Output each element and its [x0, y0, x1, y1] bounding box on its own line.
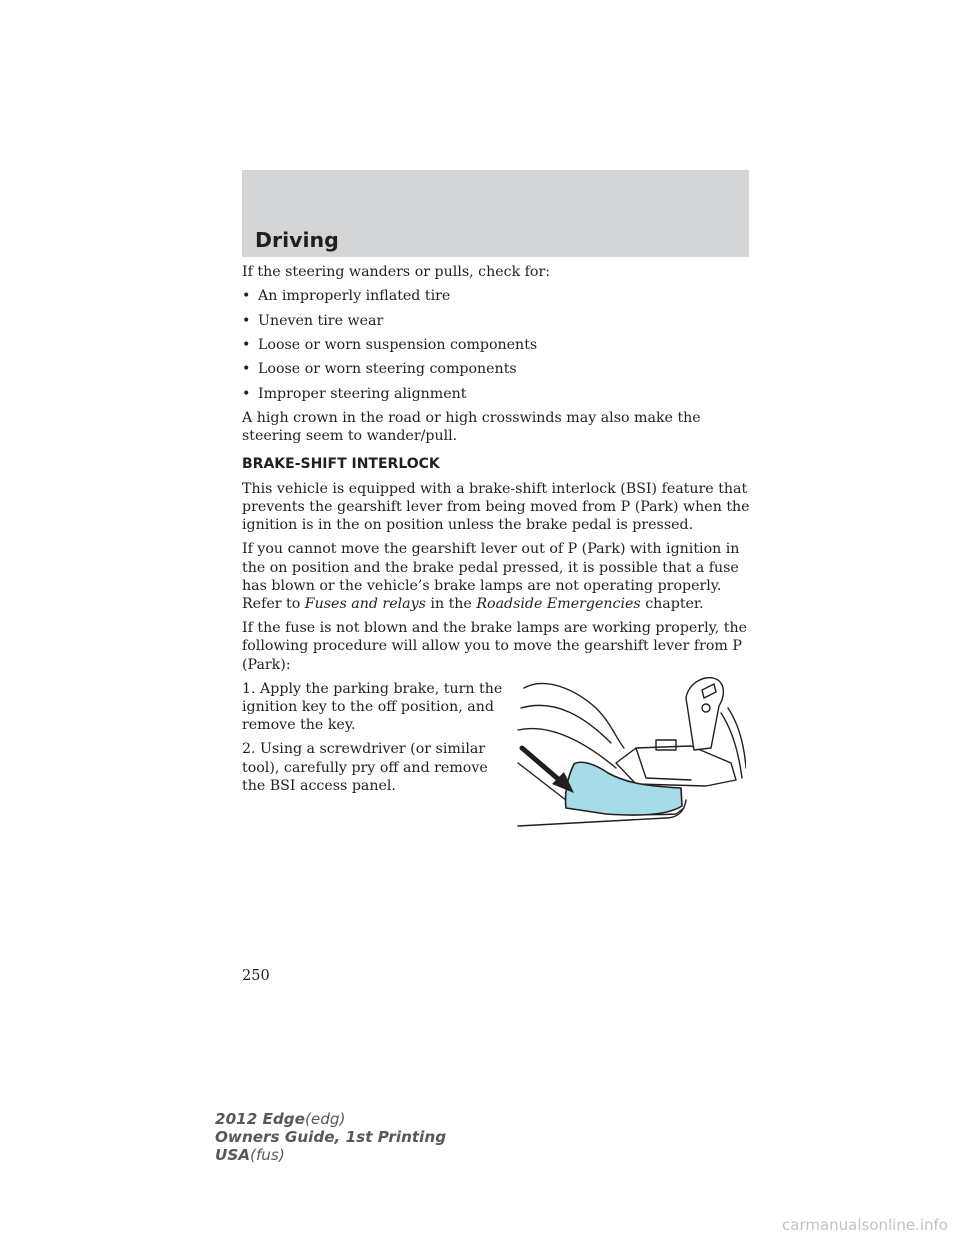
section-header-band — [242, 170, 749, 257]
bsi-fuse-paragraph: If you cannot move the gearshift lever out of P (Park) with ignition in the on position and the brake pedal pressed, it is possible that a fuse has blown or the vehicle’s brake lamps are not operating properly. Refer to Fuses and relays in the Roadside Emergencies chapter. — [242, 541, 740, 612]
steering-checklist — [242, 287, 752, 403]
bullet-icon: • — [242, 385, 251, 402]
list-item: • Improper steering alignment — [242, 385, 467, 402]
list-item: • An improperly inflated tire — [242, 288, 451, 305]
bullet-icon: • — [242, 312, 251, 329]
procedure-intro: If the fuse is not blown and the brake lamps are working properly, the following procedure will allow you to move the gearshift lever from P (Park): — [242, 620, 747, 673]
document-footer: 2012 Edge(edg) Owners Guide, 1st Printing USA(fus) — [215, 1110, 447, 1164]
crown-note: A high crown in the road or high crosswinds may also make the steering seem to wander/pull. — [242, 410, 701, 445]
watermark: carmanualsonline.info — [782, 1216, 948, 1234]
bullet-icon: • — [242, 288, 251, 305]
bullet-icon: • — [242, 336, 251, 353]
section-title: Driving — [255, 228, 339, 252]
step-1: 1. Apply the parking brake, turn the ignition key to the off position, and remove the key. — [242, 680, 503, 734]
step-2: 2. Using a screwdriver (or similar tool), carefully pry off and remove the BSI access panel. — [242, 741, 488, 794]
fuses-reference: Fuses and relays — [304, 595, 426, 612]
page-number: 250 — [242, 968, 270, 984]
roadside-reference: Roadside Emergencies — [476, 595, 641, 612]
steering-intro: If the steering wanders or pulls, check for: — [242, 264, 551, 280]
bsi-access-panel-illustration — [516, 668, 746, 834]
list-item: • Loose or worn steering components — [242, 361, 517, 378]
list-item: • Uneven tire wear — [242, 312, 384, 329]
bsi-description: This vehicle is equipped with a brake-shift interlock (BSI) feature that prevents the gearshift lever from being moved from P (Park) when the ignition is in the on position unless the brake pedal is pressed. — [242, 480, 750, 534]
bullet-icon: • — [242, 361, 251, 378]
list-item: • Loose or worn suspension components — [242, 336, 538, 353]
section-heading: BRAKE-SHIFT INTERLOCK — [242, 455, 440, 472]
